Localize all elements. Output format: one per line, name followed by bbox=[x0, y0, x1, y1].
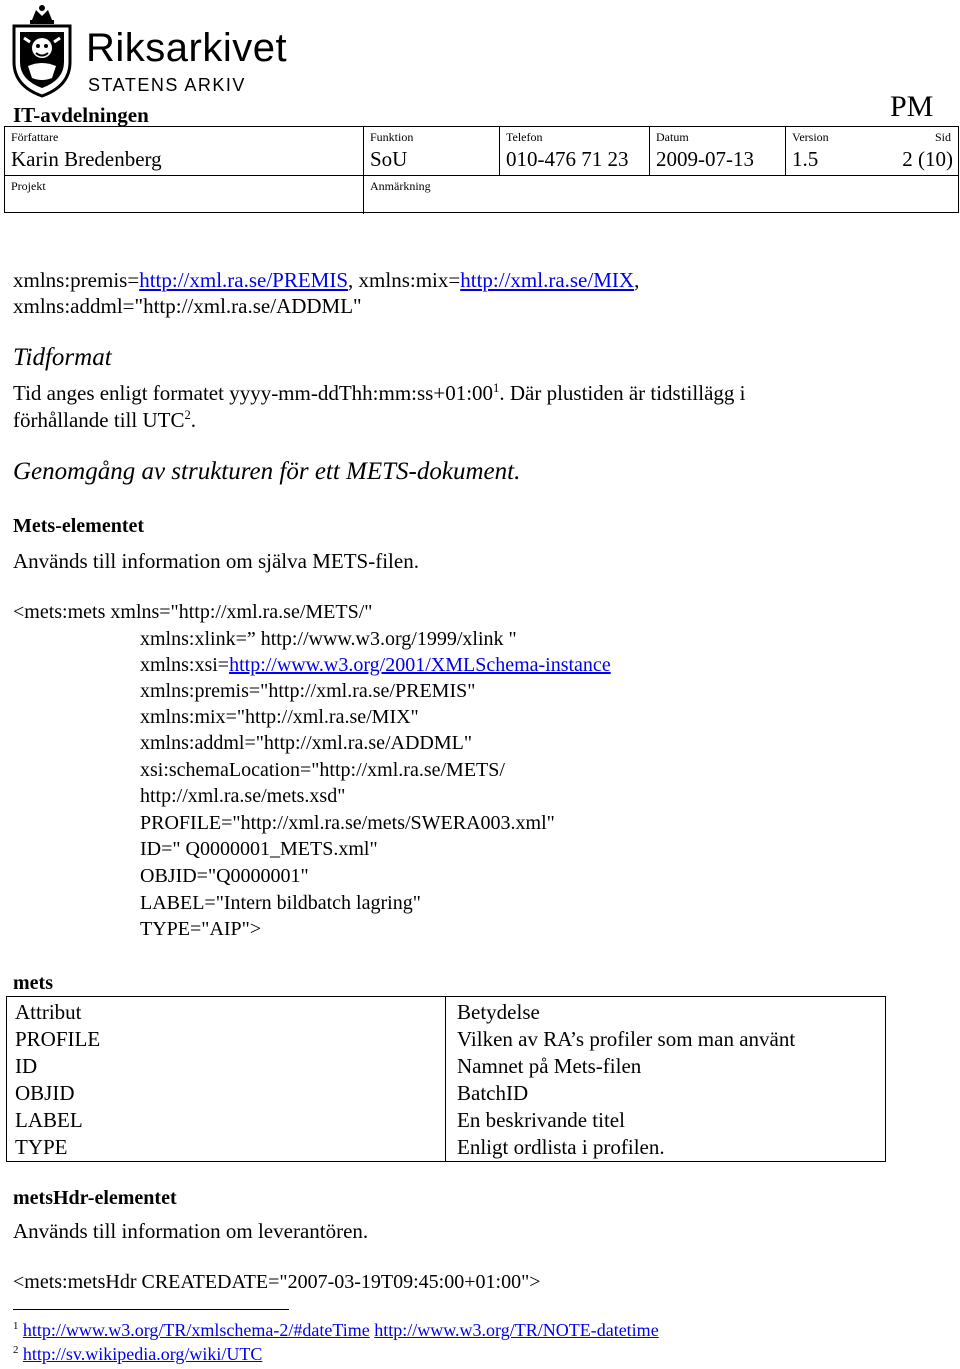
xml-line: LABEL="Intern bildbatch lagring" bbox=[140, 892, 421, 914]
project-cell bbox=[5, 176, 363, 214]
version-label: Version bbox=[792, 130, 829, 144]
phone-cell bbox=[499, 127, 650, 175]
table-cell-meaning: En beskrivande titel bbox=[457, 1108, 625, 1132]
project-label: Projekt bbox=[11, 179, 46, 193]
brand-title: Riksarkivet bbox=[86, 26, 288, 70]
table-header-meaning: Betydelse bbox=[457, 1000, 540, 1024]
structure-heading: Genomgång av strukturen för ett METS-dokument. bbox=[13, 458, 521, 485]
namespace-text: xmlns:premis= bbox=[13, 268, 140, 292]
document-metadata-table bbox=[4, 126, 959, 213]
phone-label: Telefon bbox=[506, 130, 543, 144]
table-cell-attribute: PROFILE bbox=[15, 1027, 101, 1051]
table-cell-meaning: BatchID bbox=[457, 1081, 529, 1105]
footnote-ref-2[interactable]: 2 bbox=[184, 408, 191, 422]
tidformat-text: Tid anges enligt formatet yyyy-mm-ddThh:mm:ss+01:00 bbox=[13, 381, 494, 405]
function-cell bbox=[363, 127, 500, 175]
date-value: 2009-07-13 bbox=[656, 147, 754, 171]
namespace-text: , bbox=[634, 268, 640, 292]
table-header-attribute: Attribut bbox=[15, 1000, 82, 1024]
footnote-number: 2 bbox=[13, 1344, 19, 1356]
metshdr-heading: metsHdr-elementet bbox=[13, 1187, 177, 1209]
riksarkivet-crest-logo bbox=[10, 2, 74, 98]
metshdr-description: Används till information om leverantören. bbox=[13, 1219, 369, 1243]
page-label: Sid bbox=[934, 130, 951, 144]
utc-wikipedia-link[interactable]: http://sv.wikipedia.org/wiki/UTC bbox=[22, 1344, 263, 1364]
footnote-separator bbox=[13, 1309, 289, 1310]
mix-link[interactable]: http://xml.ra.se/MIX bbox=[460, 268, 635, 292]
xml-line: http://xml.ra.se/mets.xsd" bbox=[140, 785, 346, 807]
datetime-note-link[interactable]: http://www.w3.org/TR/NOTE-datetime bbox=[374, 1320, 659, 1340]
phone-value: 010-476 71 23 bbox=[506, 147, 629, 171]
function-value: SoU bbox=[370, 147, 408, 171]
xml-line-xsi bbox=[140, 654, 611, 677]
xml-line: xmlns:premis="http://xml.ra.se/PREMIS" bbox=[140, 680, 476, 702]
document-type: PM bbox=[890, 90, 934, 123]
tidformat-heading: Tidformat bbox=[13, 344, 112, 371]
version-cell bbox=[785, 127, 886, 175]
remark-cell bbox=[363, 176, 958, 214]
mets-table-title: mets bbox=[13, 972, 53, 994]
table-column-divider bbox=[445, 997, 446, 1161]
namespace-text: , xmlns:mix= bbox=[348, 268, 461, 292]
tidformat-line-1 bbox=[13, 380, 745, 406]
xsi-prefix: xmlns:xsi= bbox=[140, 654, 230, 676]
page-value: 2 (10) bbox=[902, 147, 953, 171]
footnote-2 bbox=[13, 1344, 262, 1365]
xml-line: ID=" Q0000001_METS.xml" bbox=[140, 838, 378, 860]
footnote-1 bbox=[13, 1320, 659, 1341]
mets-element-heading: Mets-elementet bbox=[13, 515, 145, 537]
table-cell-attribute: ID bbox=[15, 1054, 38, 1078]
table-cell-meaning: Vilken av RA’s profiler som man använt bbox=[457, 1027, 796, 1051]
xml-line: TYPE="AIP"> bbox=[140, 918, 262, 940]
xml-schema-instance-link[interactable]: http://www.w3.org/2001/XMLSchema-instance bbox=[229, 654, 611, 676]
date-cell bbox=[649, 127, 786, 175]
table-cell-attribute: LABEL bbox=[15, 1108, 83, 1132]
brand-subtitle: STATENS ARKIV bbox=[88, 75, 246, 95]
version-value: 1.5 bbox=[792, 147, 819, 171]
datetime-schema-link[interactable]: http://www.w3.org/TR/xmlschema-2/#dateTime bbox=[22, 1320, 370, 1340]
xml-line: OBJID="Q0000001" bbox=[140, 865, 309, 887]
page-cell bbox=[885, 127, 957, 175]
metadata-row-2 bbox=[5, 175, 958, 214]
tidformat-line-2 bbox=[13, 407, 196, 433]
xml-line: xmlns:addml="http://xml.ra.se/ADDML" bbox=[140, 732, 473, 754]
author-label: Författare bbox=[11, 130, 59, 144]
table-cell-meaning: Enligt ordlista i profilen. bbox=[457, 1135, 665, 1159]
date-label: Datum bbox=[656, 130, 689, 144]
tidformat-text: . Där plustiden är tidstillägg i bbox=[499, 381, 746, 405]
metshdr-xml: <mets:metsHdr CREATEDATE="2007-03-19T09:45:00+01:00"> bbox=[13, 1271, 541, 1293]
xml-line: xmlns:xlink=” http://www.w3.org/1999/xlink " bbox=[140, 628, 517, 650]
tidformat-text: förhållande till UTC bbox=[13, 408, 185, 432]
remark-label: Anmärkning bbox=[370, 179, 431, 193]
mets-attribute-table bbox=[6, 996, 886, 1162]
xml-mets-open: <mets:mets xmlns="http://xml.ra.se/METS/" bbox=[13, 601, 373, 623]
footnote-number: 1 bbox=[13, 1320, 19, 1332]
tidformat-text: . bbox=[190, 408, 197, 432]
table-cell-meaning: Namnet på Mets-filen bbox=[457, 1054, 642, 1078]
table-cell-attribute: OBJID bbox=[15, 1081, 75, 1105]
author-cell bbox=[5, 127, 363, 175]
xml-line: xsi:schemaLocation="http://xml.ra.se/METS/ bbox=[140, 759, 505, 781]
xml-line: PROFILE="http://xml.ra.se/mets/SWERA003.xml" bbox=[140, 812, 555, 834]
footnote-ref-1[interactable]: 1 bbox=[493, 381, 500, 395]
namespace-line-1 bbox=[13, 267, 639, 293]
mets-element-description: Används till information om själva METS-filen. bbox=[13, 549, 419, 573]
function-label: Funktion bbox=[370, 130, 414, 144]
namespace-line-2: xmlns:addml="http://xml.ra.se/ADDML" bbox=[13, 294, 362, 318]
department-title: IT-avdelningen bbox=[13, 103, 149, 127]
xml-line: xmlns:mix="http://xml.ra.se/MIX" bbox=[140, 706, 419, 728]
table-cell-attribute: TYPE bbox=[15, 1135, 68, 1159]
author-value: Karin Bredenberg bbox=[11, 147, 162, 171]
premis-link[interactable]: http://xml.ra.se/PREMIS bbox=[139, 268, 349, 292]
